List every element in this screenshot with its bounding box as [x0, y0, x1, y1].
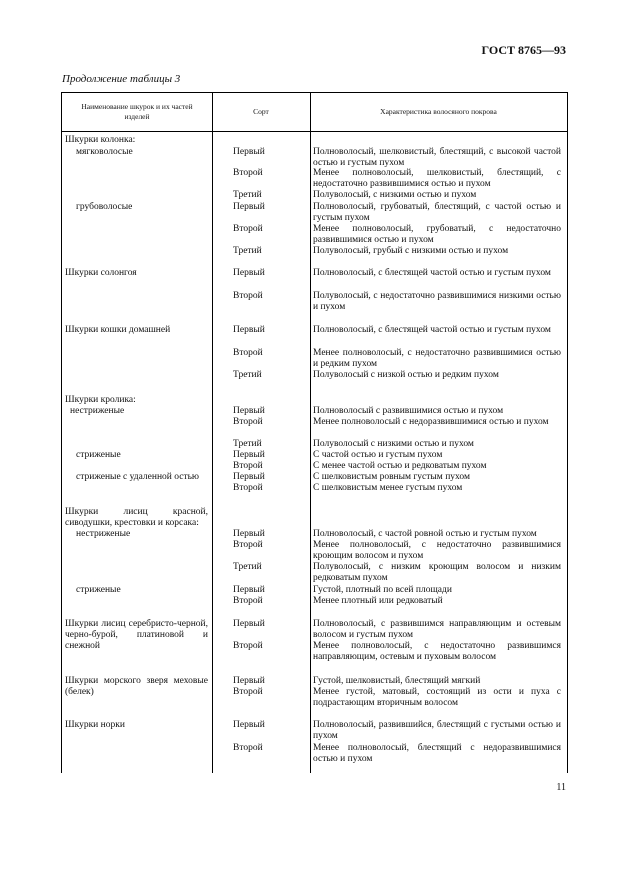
row-grade: Третий	[233, 439, 262, 449]
row-description: Менее плотный или редковатый	[313, 596, 443, 606]
table-header	[62, 93, 567, 132]
row-description: Полуволосый с низкой остью и редким пухом	[313, 370, 499, 380]
row-grade: Второй	[233, 291, 263, 301]
row-grade: Второй	[233, 224, 263, 234]
row-grade: Первый	[233, 268, 265, 278]
row-description: Менее полноволосый, блестящий с недоразвившимися остью и пухом	[313, 743, 561, 764]
group-name: Шкурки колонка:	[65, 135, 136, 145]
data-table	[61, 92, 568, 773]
row-description: Полноволосый с развившимися остью и пухом	[313, 406, 504, 416]
row-grade: Первый	[233, 325, 265, 335]
row-grade: Второй	[233, 483, 263, 493]
table-caption: Продолжение таблицы 3	[62, 73, 181, 85]
row-description: С шелковистым ровным густым пухом	[313, 472, 471, 482]
row-description: Менее полноволосый, с недостаточно развившимися кроющим волосом и пухом	[313, 540, 561, 561]
row-name: мягковолосые	[76, 147, 133, 157]
header-grade: Сорт	[253, 107, 269, 116]
row-grade: Первый	[233, 529, 265, 539]
row-grade: Первый	[233, 147, 265, 157]
row-name: Шкурки солонгоя	[65, 268, 137, 278]
row-grade: Первый	[233, 450, 265, 460]
group-name: Шкурки лисиц красной, сиводушки, крестовки и корсака:	[65, 507, 208, 528]
row-name: грубоволосые	[76, 202, 133, 212]
row-grade: Второй	[233, 641, 263, 651]
row-name: нестриженые	[76, 529, 131, 539]
row-description: Менее полноволосый, с недостаточно развившимися остью и редким пухом	[313, 348, 561, 369]
row-grade: Третий	[233, 246, 262, 256]
row-grade: Первый	[233, 720, 265, 730]
row-name: нестриженые	[70, 406, 125, 416]
standard-number: ГОСТ 8765—93	[481, 43, 566, 57]
row-grade: Второй	[233, 596, 263, 606]
row-grade: Второй	[233, 461, 263, 471]
row-name: Шкурки кошки домашней	[65, 325, 171, 335]
row-description: Густой, плотный по всей площади	[313, 585, 452, 595]
row-description: Полуволосый, грубый с низкими остью и пухом	[313, 246, 509, 256]
row-description: Полноволосый, шелковистый, блестящий, с высокой частой остью и густым пухом	[313, 147, 561, 168]
row-description: Менее полноволосый, шелковистый, блестящий, с недостаточно развившимися остью и пухом	[313, 168, 561, 189]
row-grade: Первый	[233, 202, 265, 212]
row-name: Шкурки норки	[65, 720, 125, 730]
row-description: Полуволосый с низкими остью и пухом	[313, 439, 474, 449]
row-description: Полноволосый, с частой ровной остью и густым пухом	[313, 529, 537, 539]
column-divider	[212, 93, 213, 773]
row-grade: Первый	[233, 676, 265, 686]
row-description: Менее полноволосый с недоразвившимися остью и пухом	[313, 417, 549, 427]
row-grade: Третий	[233, 562, 262, 572]
column-divider	[310, 93, 311, 773]
page-number: 11	[556, 782, 566, 793]
row-description: Полуволосый, с низкими остью и пухом	[313, 190, 477, 200]
row-description: С менее частой остью и редковатым пухом	[313, 461, 487, 471]
row-grade: Первый	[233, 472, 265, 482]
row-grade: Второй	[233, 687, 263, 697]
row-description: Полноволосый, с блестящей частой остью и густым пухом	[313, 268, 551, 278]
header-description: Характеристика волосяного покрова	[380, 107, 497, 116]
row-description: Менее полноволосый, с недостаточно развившимся направляющим, остевым и пуховым волосом	[313, 641, 561, 662]
row-grade: Третий	[233, 190, 262, 200]
header-name: Наименование шкурок и их частей изделей	[81, 102, 193, 121]
row-name: стриженые	[76, 450, 121, 460]
row-name: Шкурки морского зверя меховые (белек)	[65, 676, 208, 697]
group-name: Шкурки кролика:	[65, 395, 136, 405]
row-grade: Третий	[233, 370, 262, 380]
row-description: Полуволосый, с недостаточно развившимися низкими остью и пухом	[313, 291, 561, 312]
row-description: Менее полноволосый, грубоватый, с недостаточно развившимися остью и пухом	[313, 224, 561, 245]
row-name: стриженые	[76, 585, 121, 595]
row-grade: Второй	[233, 417, 263, 427]
row-description: Полноволосый, грубоватый, блестящий, с частой остью и густым пухом	[313, 202, 561, 223]
row-description: Полноволосый, с блестящей частой остью и густым пухом	[313, 325, 551, 335]
row-grade: Первый	[233, 619, 265, 629]
row-name: стриженые с удаленной остью	[76, 472, 200, 482]
row-grade: Первый	[233, 406, 265, 416]
row-grade: Второй	[233, 168, 263, 178]
row-grade: Второй	[233, 540, 263, 550]
row-description: Полуволосый, с низким кроющим волосом и низким редковатым пухом	[313, 562, 561, 583]
row-description: С шелковистым менее густым пухом	[313, 483, 463, 493]
row-grade: Первый	[233, 585, 265, 595]
row-description: Менее густой, матовый, состоящий из ости и пуха с подрастающим вторичным волосом	[313, 687, 561, 708]
row-name: Шкурки лисиц серебристо-черной, черно-бурой, платиновой и снежной	[65, 619, 208, 651]
row-grade: Второй	[233, 348, 263, 358]
row-grade: Второй	[233, 743, 263, 753]
row-description: С частой остью и густым пухом	[313, 450, 443, 460]
row-description: Полноволосый, с развившимся направляющим и остевым волосом и густым пухом	[313, 619, 561, 640]
row-description: Полноволосый, развившийся, блестящий с густыми остью и пухом	[313, 720, 561, 741]
row-description: Густой, шелковистый, блестящий мягкий	[313, 676, 481, 686]
